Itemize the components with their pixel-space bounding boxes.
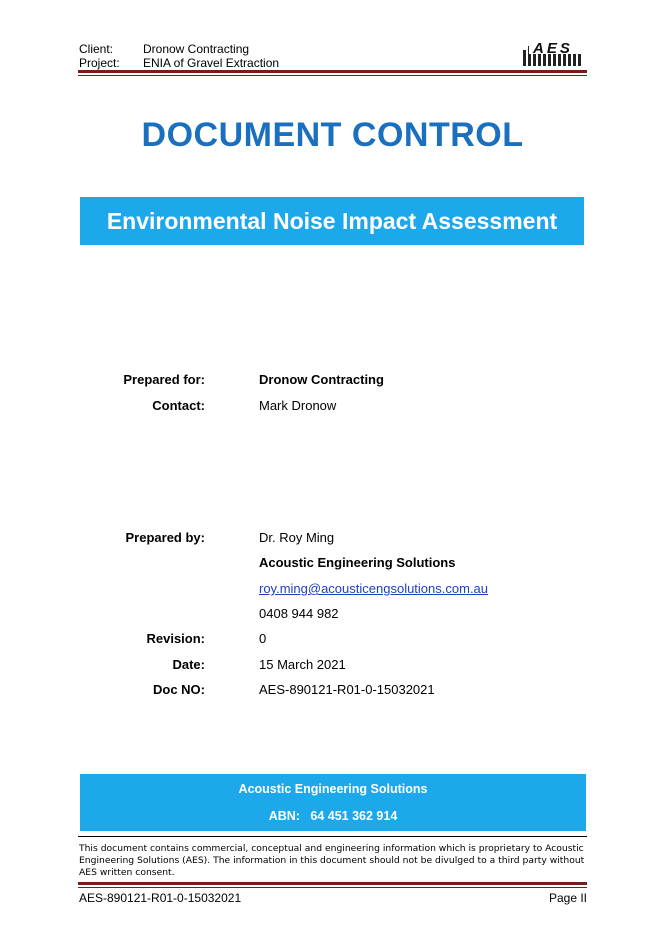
footer-rule-thick <box>78 882 587 885</box>
disclaimer-divider <box>78 836 587 837</box>
prepared-by-label: Prepared by: <box>125 530 205 545</box>
disclaimer-text: This document contains commercial, conceptual and engineering information which is proprietary to Acoustic Engineering Solutions (AES). The information in this document should not be divulged to a third party without AES written consent. <box>79 843 585 878</box>
date-value: 15 March 2021 <box>259 657 346 672</box>
aes-logo <box>521 40 587 66</box>
project-label: Project: <box>79 56 120 70</box>
doc-no-label: Doc NO: <box>153 682 205 697</box>
revision-value: 0 <box>259 631 267 646</box>
prepared-for-value: Dronow Contracting <box>259 372 384 387</box>
subtitle-banner <box>80 197 584 245</box>
phone-value: 0408 944 982 <box>259 606 339 621</box>
page-title: DOCUMENT CONTROL <box>141 116 524 154</box>
abn-label: ABN: <box>268 809 300 823</box>
prepared-for-label: Prepared for: <box>123 372 205 387</box>
contact-value: Mark Dronow <box>259 398 337 413</box>
company-footer-box <box>80 774 586 831</box>
client-value: Dronow Contracting <box>143 42 250 56</box>
subtitle-text: Environmental Noise Impact Assessment <box>106 207 558 234</box>
footer-company-name: Acoustic Engineering Solutions <box>238 782 428 796</box>
doc-no-value: AES-890121-R01-0-15032021 <box>259 682 435 697</box>
logo-text: AES <box>533 40 573 57</box>
revision-label: Revision: <box>146 631 205 646</box>
aes-logo-graphic <box>521 40 587 66</box>
footer-rule-thin <box>78 887 587 888</box>
footer-doc-ref: AES-890121-R01-0-15032021 <box>79 891 242 905</box>
prepared-by-company: Acoustic Engineering Solutions <box>259 555 456 570</box>
email-link[interactable]: roy.ming@acousticengsolutions.com.au <box>259 581 489 596</box>
project-value: ENIA of Gravel Extraction <box>143 56 280 70</box>
abn-value: 64 451 362 914 <box>310 809 398 823</box>
header-rule-thin <box>78 75 587 76</box>
header-rule-thick <box>78 70 587 73</box>
prepared-by-name: Dr. Roy Ming <box>259 530 335 545</box>
abn-line <box>80 809 586 823</box>
client-label: Client: <box>79 42 114 56</box>
contact-label: Contact: <box>152 398 205 413</box>
date-label: Date: <box>172 657 205 672</box>
page-number: Page II <box>548 891 587 905</box>
